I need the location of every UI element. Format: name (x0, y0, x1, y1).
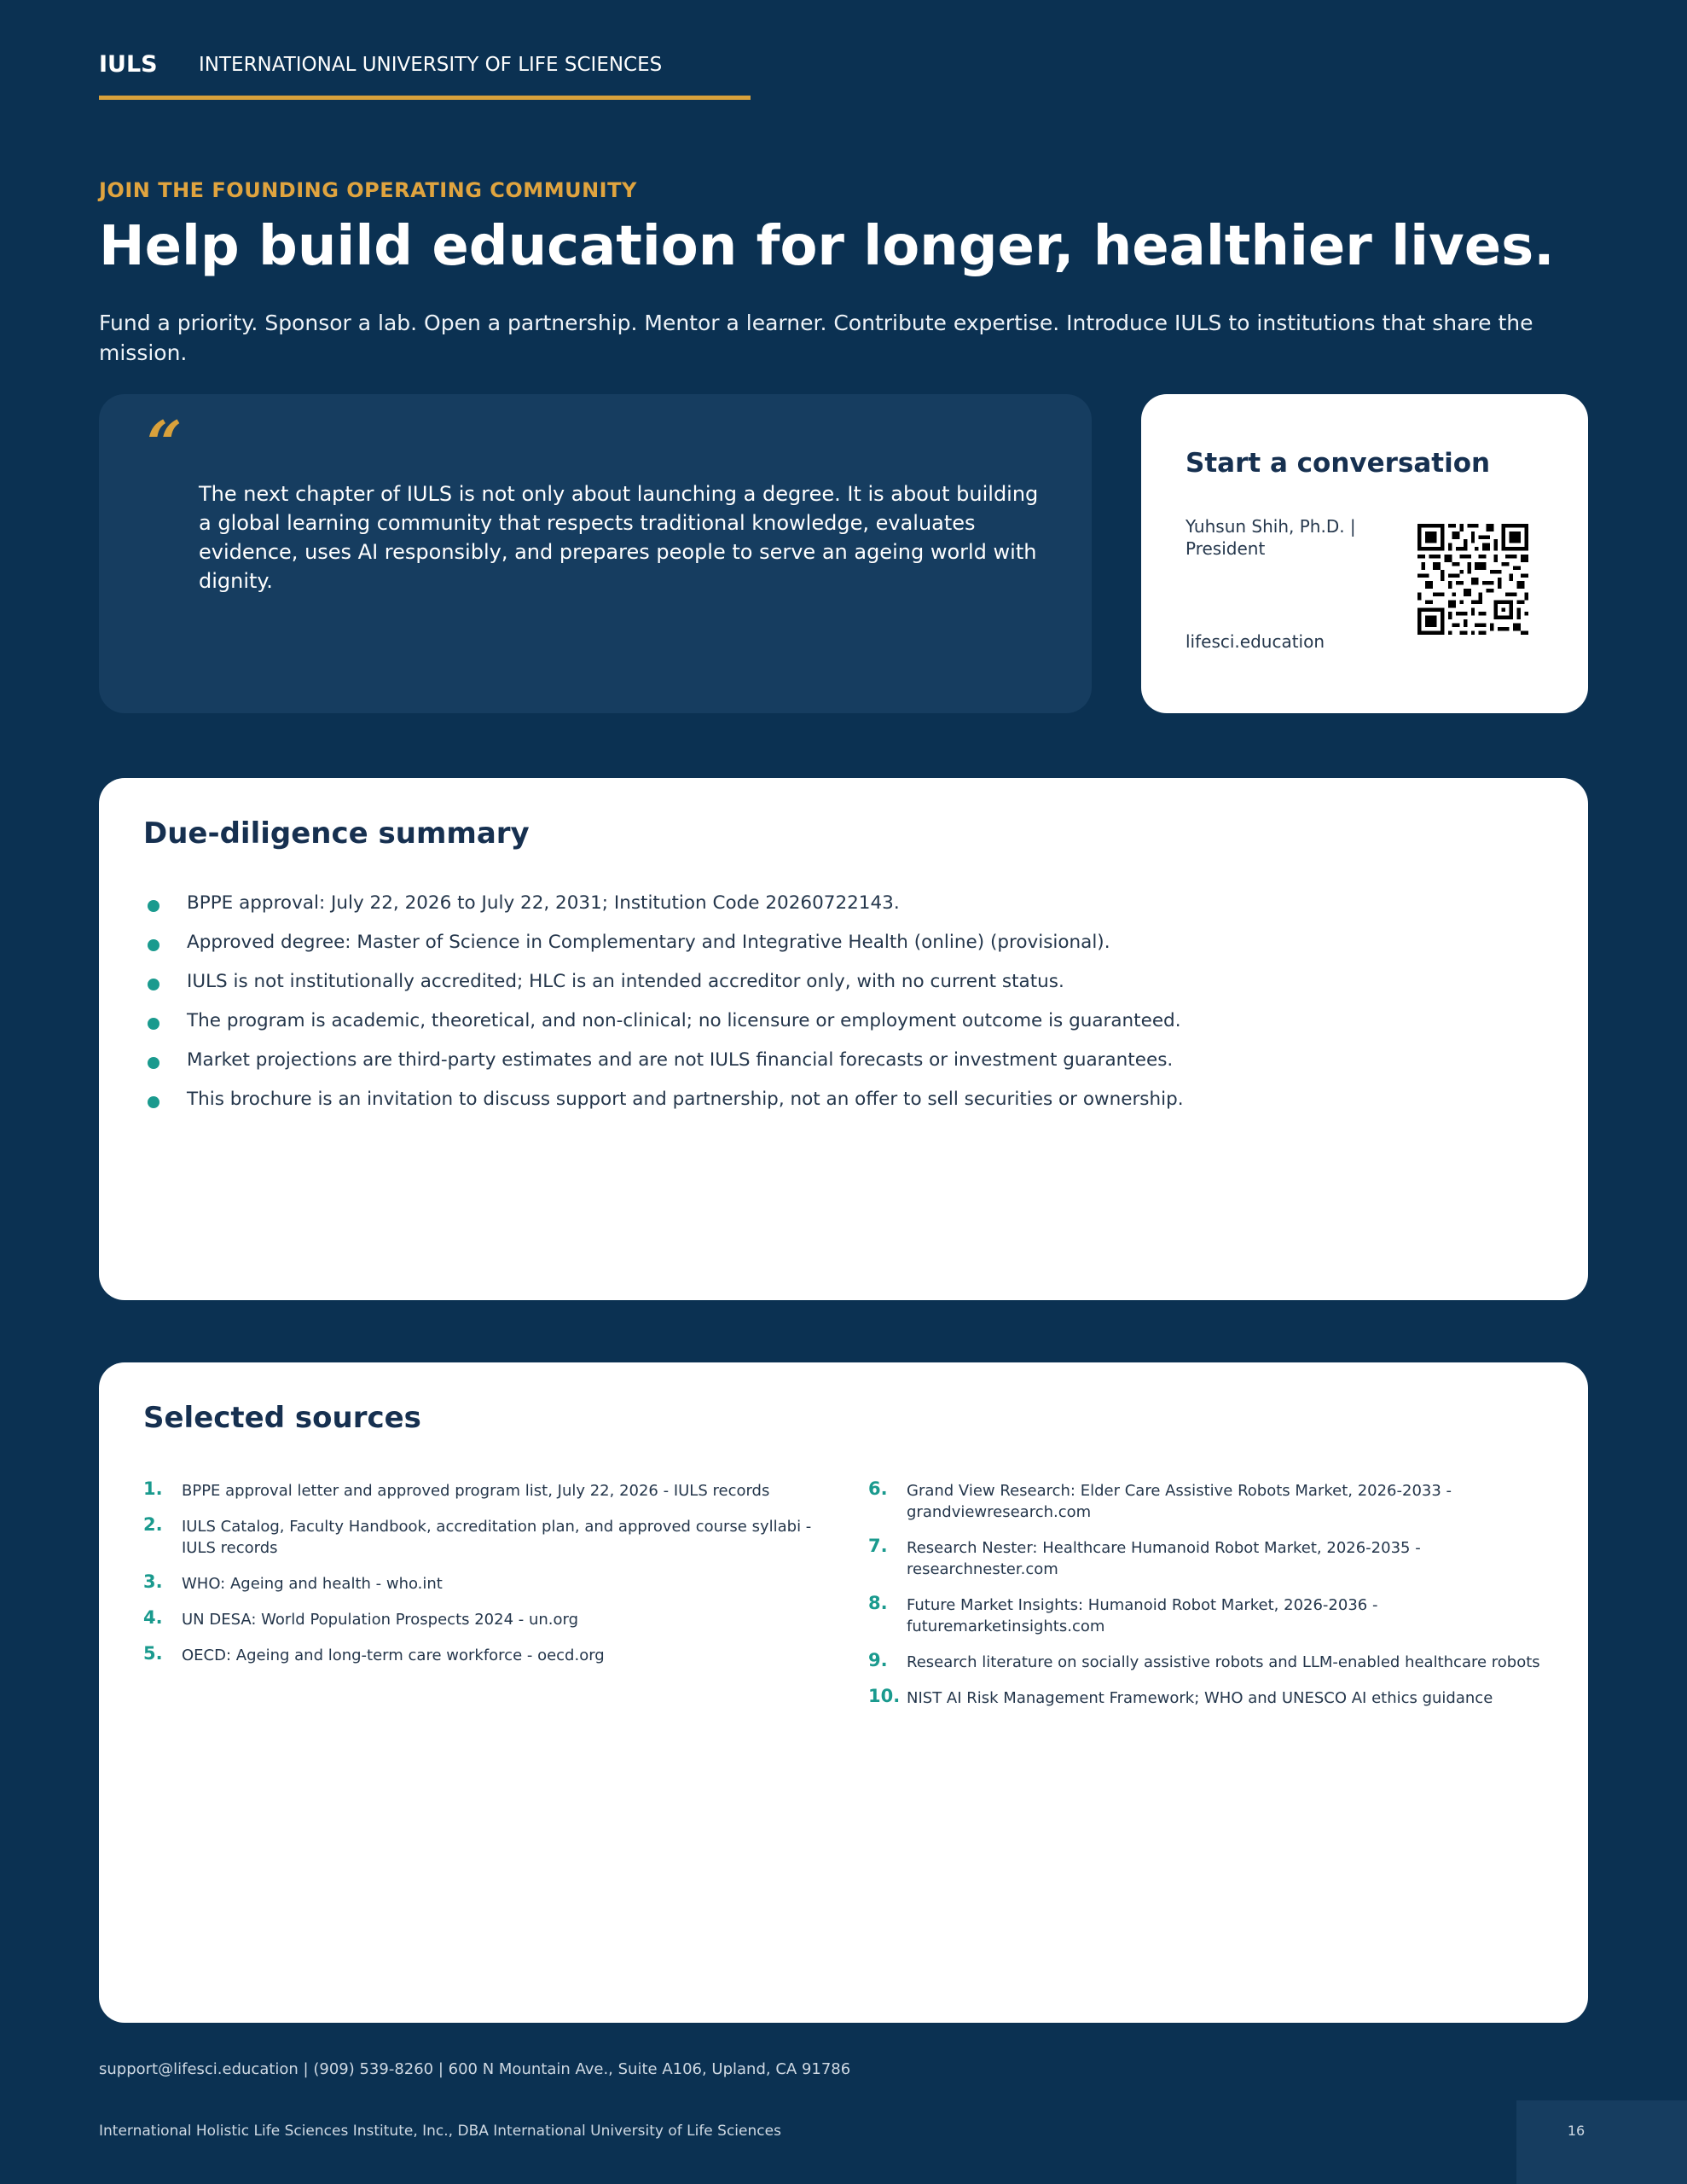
contact-name: Yuhsun Shih, Ph.D. | President (1186, 516, 1356, 559)
bullet-icon (148, 900, 159, 912)
list-item-text: Approved degree: Master of Science in Complementary and Integrative Health (online) (provisional). (187, 932, 1110, 953)
source-text: Research Nester: Healthcare Humanoid Robot Market, 2026-2035 - researchnester.com (907, 1539, 1421, 1578)
list-item (143, 1609, 843, 1630)
quote-text: The next chapter of IULS is not only about launching a degree. It is about building a global learning community that respects traditional knowledge, evaluates evidence, uses AI responsibly, and prepares people to serve an ageing world with dignity. (199, 482, 1039, 593)
quote-mark-icon: “ (147, 407, 183, 479)
contact-card (1141, 394, 1588, 713)
page-title: Help build education for longer, healthier lives. (99, 215, 1555, 278)
list-item (143, 891, 1184, 930)
sources-card (99, 1362, 1588, 2023)
list-item (143, 1008, 1184, 1048)
list-item (143, 1087, 1184, 1126)
list-item (143, 930, 1184, 969)
sources-title: Selected sources (143, 1401, 421, 1435)
list-item (868, 1652, 1542, 1673)
list-item-text: This brochure is an invitation to discuss support and partnership, not an offer to sell securities or ownership. (187, 1089, 1184, 1110)
due-diligence-title: Due-diligence summary (143, 816, 530, 851)
eyebrow-label: JOIN THE FOUNDING OPERATING COMMUNITY (99, 178, 637, 202)
contact-website-link[interactable]: lifesci.education (1186, 631, 1325, 652)
source-number: 2. (143, 1514, 163, 1535)
list-item (143, 1645, 843, 1666)
source-number: 6. (868, 1478, 888, 1499)
list-item-text: BPPE approval: July 22, 2026 to July 22, 2031; Institution Code 20260722143. (187, 892, 900, 914)
source-text: UN DESA: World Population Prospects 2024 - un.org (182, 1611, 579, 1629)
bullet-icon (148, 979, 159, 990)
source-number: 10. (868, 1686, 901, 1706)
footer-contact-info: support@lifesci.education | (909) 539-8260 | 600 N Mountain Ave., Suite A106, Upland, CA 91786 (99, 2060, 851, 2078)
source-number: 3. (143, 1571, 163, 1592)
page-number: 16 (1567, 2123, 1586, 2139)
due-diligence-card (99, 778, 1588, 1300)
header-bar (99, 48, 751, 100)
list-item (143, 1480, 843, 1502)
list-item-text: Market projections are third-party estimates and are not IULS financial forecasts or investment guarantees. (187, 1049, 1174, 1071)
bullet-icon (148, 1096, 159, 1108)
source-text: Future Market Insights: Humanoid Robot Market, 2026-2036 - futuremarketinsights.com (907, 1596, 1378, 1635)
sources-list-right (868, 1480, 1542, 1723)
source-number: 4. (143, 1607, 163, 1628)
brand-logo-text: IULS (99, 51, 158, 78)
source-text: IULS Catalog, Faculty Handbook, accreditation plan, and approved course syllabi - IULS records (182, 1518, 812, 1557)
list-item (868, 1594, 1542, 1637)
list-item (143, 1516, 843, 1559)
list-item-text: IULS is not institutionally accredited; HLC is an intended accreditor only, with no current status. (187, 971, 1064, 992)
contact-title: Start a conversation (1186, 448, 1491, 479)
source-text: NIST AI Risk Management Framework; WHO and UNESCO AI ethics guidance (907, 1689, 1493, 1707)
qr-code-icon[interactable] (1417, 524, 1528, 635)
due-diligence-list (143, 891, 1184, 1126)
brand-full-name: INTERNATIONAL UNIVERSITY OF LIFE SCIENCES (199, 54, 663, 76)
source-number: 8. (868, 1593, 888, 1613)
list-item (868, 1480, 1542, 1523)
lede-paragraph: Fund a priority. Sponsor a lab. Open a partnership. Mentor a learner. Contribute expertise. Introduce IULS to institutions that share the mission. (99, 311, 1533, 365)
list-item (868, 1537, 1542, 1580)
bullet-icon (148, 939, 159, 951)
list-item-text: The program is academic, theoretical, and non-clinical; no licensure or employment outcome is guaranteed. (187, 1010, 1181, 1031)
bullet-icon (148, 1057, 159, 1069)
list-item (143, 969, 1184, 1008)
source-text: OECD: Ageing and long-term care workforce - oecd.org (182, 1647, 605, 1664)
source-number: 7. (868, 1536, 888, 1556)
list-item (143, 1573, 843, 1594)
list-item (868, 1687, 1542, 1709)
source-text: BPPE approval letter and approved program list, July 22, 2026 - IULS records (182, 1482, 770, 1500)
quote-card (99, 394, 1092, 713)
source-number: 9. (868, 1650, 888, 1670)
page-number-box (1516, 2100, 1687, 2184)
footer-legal-text: International Holistic Life Sciences Institute, Inc., DBA International University of Life Sciences (99, 2123, 781, 2140)
sources-list-left (143, 1480, 843, 1681)
source-number: 5. (143, 1643, 163, 1664)
bullet-icon (148, 1018, 159, 1030)
source-text: WHO: Ageing and health - who.int (182, 1575, 443, 1593)
source-number: 1. (143, 1478, 163, 1499)
source-text: Research literature on socially assistive robots and LLM-enabled healthcare robots (907, 1653, 1540, 1671)
list-item (143, 1048, 1184, 1087)
source-text: Grand View Research: Elder Care Assistive Robots Market, 2026-2033 - grandviewresearch.com (907, 1482, 1452, 1521)
